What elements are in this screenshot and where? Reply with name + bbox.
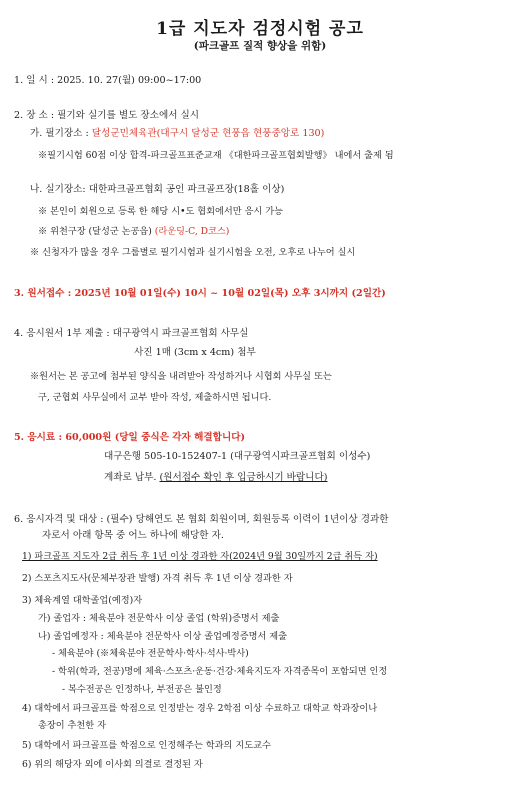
section-2-heading: 2. 장 소 : 필기와 실기를 별도 장소에서 실시	[14, 110, 200, 121]
practical-exam-location: 나. 실기장소: 대한파크골프협회 공인 파크골프장(18홀 이상)	[30, 184, 285, 195]
eligibility-item-1: 1) 파크골프 지도자 2급 취득 후 1년 이상 경과한 자(2024년 9월 30일까지 2급 취득 자)	[22, 551, 378, 562]
eligibility-item-3a: 가) 졸업자 : 체육분야 전문학사 이상 졸업 (학위)증명서 제출	[38, 613, 280, 624]
photo-requirement: 사진 1매 (3cm x 4cm) 첨부	[134, 347, 256, 358]
eligibility-item-5: 5) 대학에서 파크골프를 학점으로 인정해주는 학과의 지도교수	[22, 740, 271, 751]
payment-label: 계좌로 납부.	[104, 472, 160, 483]
eligibility-item-3d: - 학위(학과, 전공)명에 체육·스포츠·운동·건강·체육지도자 자격종목이 포함되면 인정	[52, 666, 388, 677]
practical-note-2-text: ※ 위천구장 (달성군 논공읍)	[38, 226, 155, 237]
eligibility-intro: 자로서 아래 항목 중 어느 하나에 해당한 자.	[42, 530, 224, 541]
section-4-submission: 4. 응시원서 1부 제출 : 대구광역시 파크골프협회 사무실	[14, 328, 249, 339]
section-5-fee: 5. 응시료 : 60,000원 (당일 중식은 각자 해결합니다)	[14, 432, 246, 443]
section-6-eligibility: 6. 응시자격 및 대상 : (필수) 당해연도 본 협회 회원이며, 회원등록 이력이 1년이상 경과한	[14, 514, 389, 525]
written-exam-label: 가. 필기장소 :	[30, 128, 92, 139]
eligibility-item-3: 3) 체육계열 대학졸업(예정)자	[22, 595, 143, 606]
eligibility-item-2: 2) 스포츠지도사(문체부장관 발행) 자격 취득 후 1년 이상 경과한 자	[22, 573, 293, 584]
notice-title: 1급 지도자 검정시험 공고	[156, 19, 364, 39]
eligibility-item-3b: 나) 졸업예정자 : 체육분야 전문학사 이상 졸업예정증명서 제출	[38, 631, 288, 642]
written-exam-note: ※필기시험 60점 이상 합격-파크골프표준교재 《대한파크골프협회발행》 내에서 출제 됨	[38, 150, 394, 161]
eligibility-item-3c: - 체육분야 (※체육분야 전문학사·학사·석사·박사)	[52, 648, 249, 659]
submission-note-2: 구, 군협회 사무실에서 교부 받아 작성, 제출하시면 됩니다.	[38, 392, 272, 403]
written-exam-location	[30, 128, 324, 140]
eligibility-item-4: 4) 대학에서 파크골프를 학점으로 인정받는 경우 2학점 이상 수료하고 대학교 학과장이나	[22, 703, 378, 714]
practical-note-1: ※ 본인이 회원으로 등록 한 해당 시•도 협회에서만 응시 가능	[38, 206, 284, 217]
practical-course: (라운딩-C, D코스)	[154, 226, 230, 237]
eligibility-item-4-cont: 총장이 추천한 자	[38, 720, 106, 731]
practical-note-2	[38, 226, 229, 238]
bank-account: 대구은행 505-10-152407-1 (대구광역시파크골프협회 이성수)	[104, 451, 371, 462]
practical-note-3: ※ 신청자가 많을 경우 그룹별로 필기시험과 실기시험을 오전, 오후로 나누어 실시	[30, 247, 356, 258]
notice-subtitle: (파크골프 질적 향상을 위함)	[193, 40, 327, 52]
section-3-application-period: 3. 원서접수 : 2025년 10월 01일(수) 10시 ~ 10월 02일(목) 오후 3시까지 (2일간)	[14, 288, 386, 299]
payment-instruction	[104, 472, 327, 484]
section-1-date: 1. 일 시 : 2025. 10. 27(월) 09:00~17:00	[14, 75, 202, 86]
submission-note-1: ※원서는 본 공고에 첨부된 양식을 내려받아 작성하거나 시협회 사무실 또는	[30, 371, 332, 382]
payment-note: (원서접수 확인 후 입금하시기 바랍니다)	[159, 472, 328, 483]
written-exam-venue: 달성군민체육관(대구시 달성군 현풍읍 현풍중앙로 130)	[91, 128, 325, 139]
eligibility-item-6: 6) 위의 해당자 외에 이사회 의결로 결정된 자	[22, 759, 203, 770]
eligibility-item-3e: - 복수전공은 인정하나, 부전공은 불인정	[62, 684, 222, 695]
